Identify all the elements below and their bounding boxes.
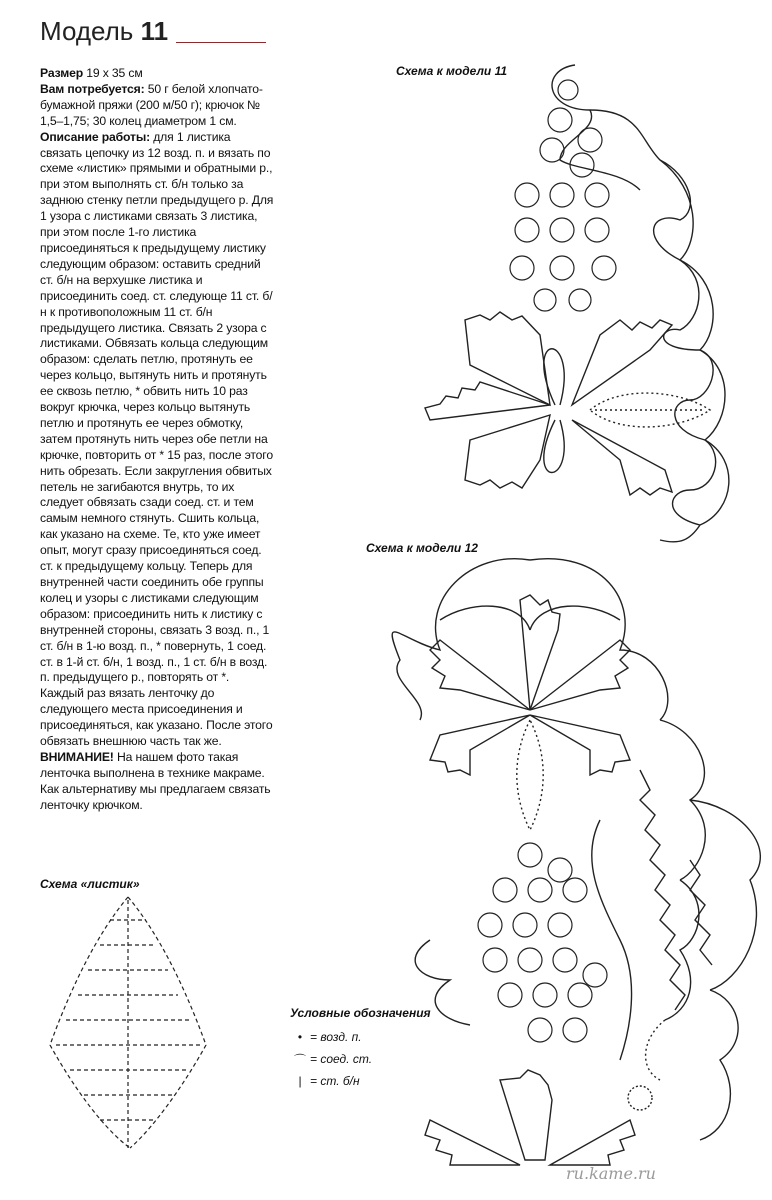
note-value: На нашем фото такая ленточка выполнена в технике макраме. Как альтернативу мы предлагаем связать ленточку крючком.: [40, 749, 271, 812]
scheme-12-diagram: [392, 559, 760, 1165]
note-label: ВНИМАНИЕ!: [40, 749, 114, 764]
leaf-diagram: [50, 897, 206, 1148]
scheme-leaf-label: Схема «листик»: [40, 877, 140, 891]
legend-text-single: = ст. б/н: [310, 1074, 360, 1088]
title-number: 11: [140, 16, 169, 46]
single-crochet-icon: |: [298, 1074, 302, 1088]
legend-row-chain: [290, 1026, 431, 1048]
materials-label: Вам потребуется:: [40, 81, 145, 96]
scheme-11-label: Схема к модели 11: [396, 64, 508, 78]
scheme-12-label: Схема к модели 12: [366, 541, 478, 555]
title-word: Модель: [40, 16, 134, 46]
materials-value: 50 г белой хлопчато-бумажной пряжи (200 м/50 г); крючок № 1,5–1,75; 30 колец диаметром 1 см.: [40, 81, 263, 128]
scheme-11-diagram: [425, 65, 729, 542]
legend-row-single: [290, 1070, 431, 1092]
description-label: Описание работы:: [40, 129, 150, 144]
chain-stitch-icon: •: [297, 1030, 303, 1044]
description-value: для 1 листика связать цепочку из 12 возд. п. и вязать по схеме «листик» прямыми и обратными р., при этом выполнять ст. б/н только за заднюю стенку петли предыдущего р. Для 1 узора с листиками связать 3 листика, при этом после 1-го листика присоединяться к предыдущему листику следующим образом: оставить средний ст. б/н на верхушке листика и присоединить соед. ст. следующе 11 ст. б/н к противоположным 11 ст. б/н предыдущего листика. Связать 2 узора с листиками. Обвязать кольца следующим образом: сделать петлю, протянуть ее через кольцо, вытянуть нить и протянуть ее сквозь петлю, * обвить нить 10 раз вокруг крючка, через кольцо вытянуть петлю и протянуть ее через обмотку, затем протянуть нить через обе петли на крючке, повторить от * 15 раз, после этого нить обрезать. Если закругления обвитых петель не загибаются внутрь, то их следует обвязать сзади соед. ст. и тем самым немного стянуть. Сшить кольца, как указано на схеме. Те, кто уже имеет опыт, могут сразу присоединяться соед. ст. к предыдущему кольцу. Теперь для внутренней части соединить обе группы колец и узоры с листиками следующим образом: присоединить нить к листику с внутренней стороны, связать 3 возд. п., 1 ст. б/н в 1-ю возд. п., * повернуть, 1 соед. ст. в 1-й ст. б/н, 1 возд. п., 1 ст. б/н в возд. п. предыдущего р., повторять от *. Каждый раз вязать ленточку до следующего места присоединения и присоединяться, как указано. После этого обвязать внешнюю часть так же.: [40, 129, 274, 749]
legend: [290, 1006, 431, 1092]
legend-text-slip: = соед. ст.: [310, 1052, 373, 1066]
legend-title: Условные обозначения: [290, 1006, 431, 1020]
watermark: ru.kame.ru: [566, 1164, 656, 1183]
size-label: Размер: [40, 66, 83, 80]
legend-row-slip: [290, 1048, 431, 1070]
legend-text-chain: = возд. п.: [310, 1030, 362, 1044]
size-value: 19 х 35 см: [83, 66, 143, 80]
slip-stitch-icon: ⌒: [293, 1052, 306, 1067]
